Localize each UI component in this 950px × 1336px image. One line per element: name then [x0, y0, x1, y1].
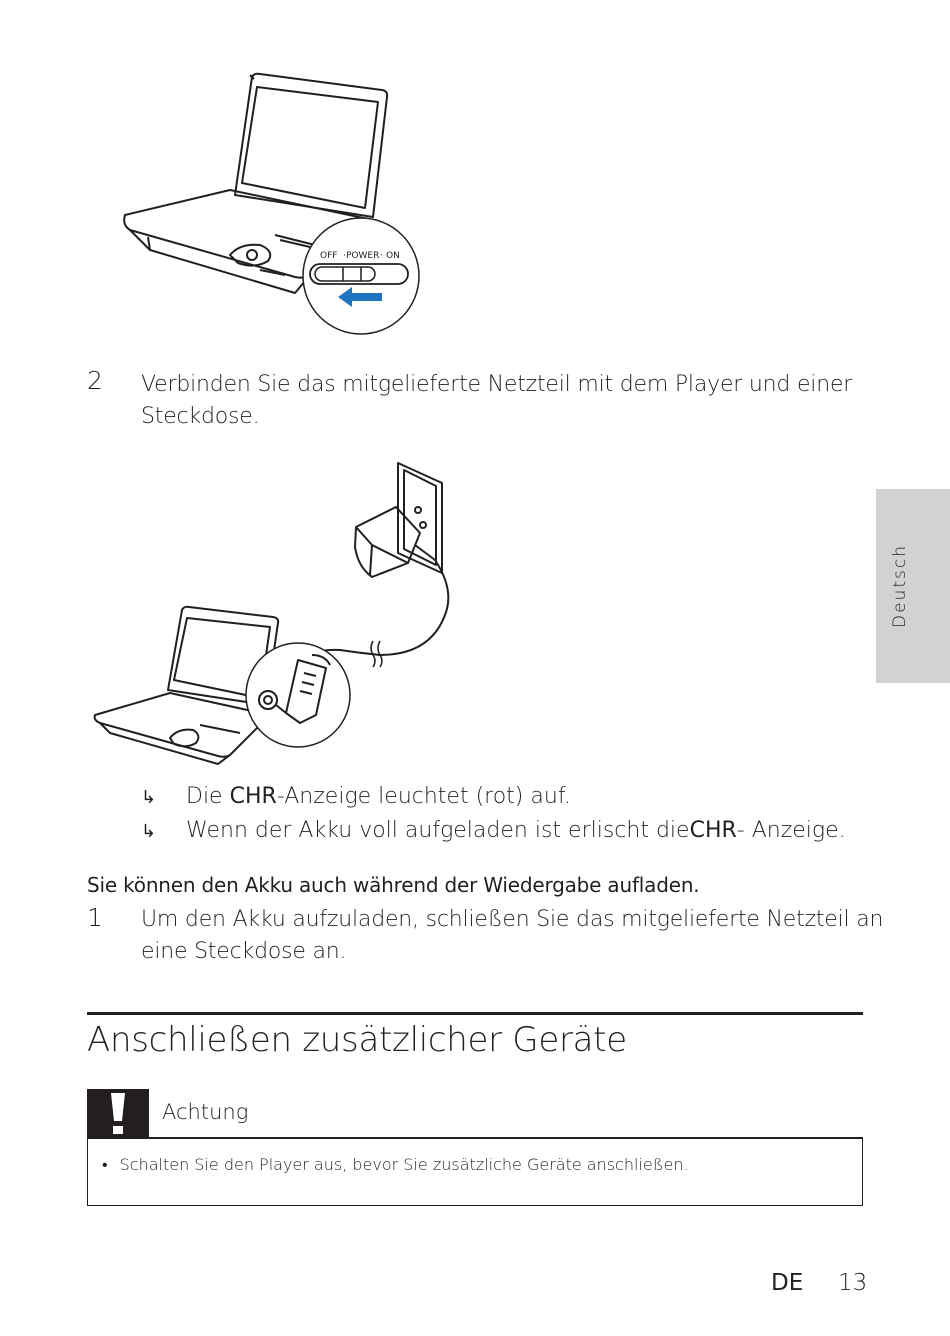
- step-text-line: Verbinden Sie das mitgelieferte Netzteil mit dem Player und einer: [141, 372, 853, 397]
- charging-illustration: [90, 455, 460, 765]
- svg-text:·: ·: [380, 251, 383, 261]
- result-line: [141, 784, 571, 809]
- player-power-illustration: [110, 65, 430, 345]
- switch-label-power: POWER: [346, 251, 380, 261]
- result-text-post: - Anzeige.: [736, 818, 846, 843]
- switch-label-off: OFF: [320, 251, 338, 261]
- exclamation-icon: [87, 1089, 149, 1138]
- step-text: [141, 904, 883, 968]
- language-side-tab: [876, 489, 950, 683]
- indicator-label: CHR: [689, 818, 737, 843]
- language-side-tab-label: Deutsch: [890, 544, 910, 628]
- step-number: 1: [87, 903, 103, 932]
- result-line: [141, 818, 846, 843]
- sub-heading: Sie können den Akku auch während der Wiedergabe aufladen.: [87, 873, 700, 897]
- step-text: [141, 369, 852, 433]
- step-text-line: eine Steckdose an.: [141, 939, 347, 964]
- caution-title: Achtung: [162, 1100, 249, 1124]
- switch-label-on: ON: [386, 251, 400, 261]
- caution-item-text: Schalten Sie den Player aus, bevor Sie zusätzliche Geräte anschließen.: [119, 1155, 689, 1174]
- result-text-pre: Die: [186, 784, 230, 809]
- step-text-line: Steckdose.: [141, 404, 260, 429]
- caution-icon-box: [87, 1089, 149, 1138]
- result-arrow-icon: ↳: [141, 821, 157, 842]
- footer-language: DE: [771, 1270, 804, 1296]
- result-text-post: -Anzeige leuchtet (rot) auf.: [276, 784, 571, 809]
- section-divider: [87, 1012, 863, 1015]
- bullet-icon: •: [102, 1155, 108, 1174]
- step-text-line: Um den Akku aufzuladen, schließen Sie das mitgelieferte Netzteil an: [141, 907, 884, 932]
- step-number: 2: [87, 366, 103, 395]
- result-arrow-icon: ↳: [141, 787, 157, 808]
- page-number: 13: [838, 1270, 868, 1296]
- result-text-pre: Wenn der Akku voll aufgeladen ist erlischt die: [186, 818, 690, 843]
- svg-text:·: ·: [343, 251, 346, 261]
- section-title: Anschließen zusätzlicher Geräte: [87, 1020, 627, 1060]
- caution-item: [102, 1155, 689, 1175]
- indicator-label: CHR: [229, 784, 277, 809]
